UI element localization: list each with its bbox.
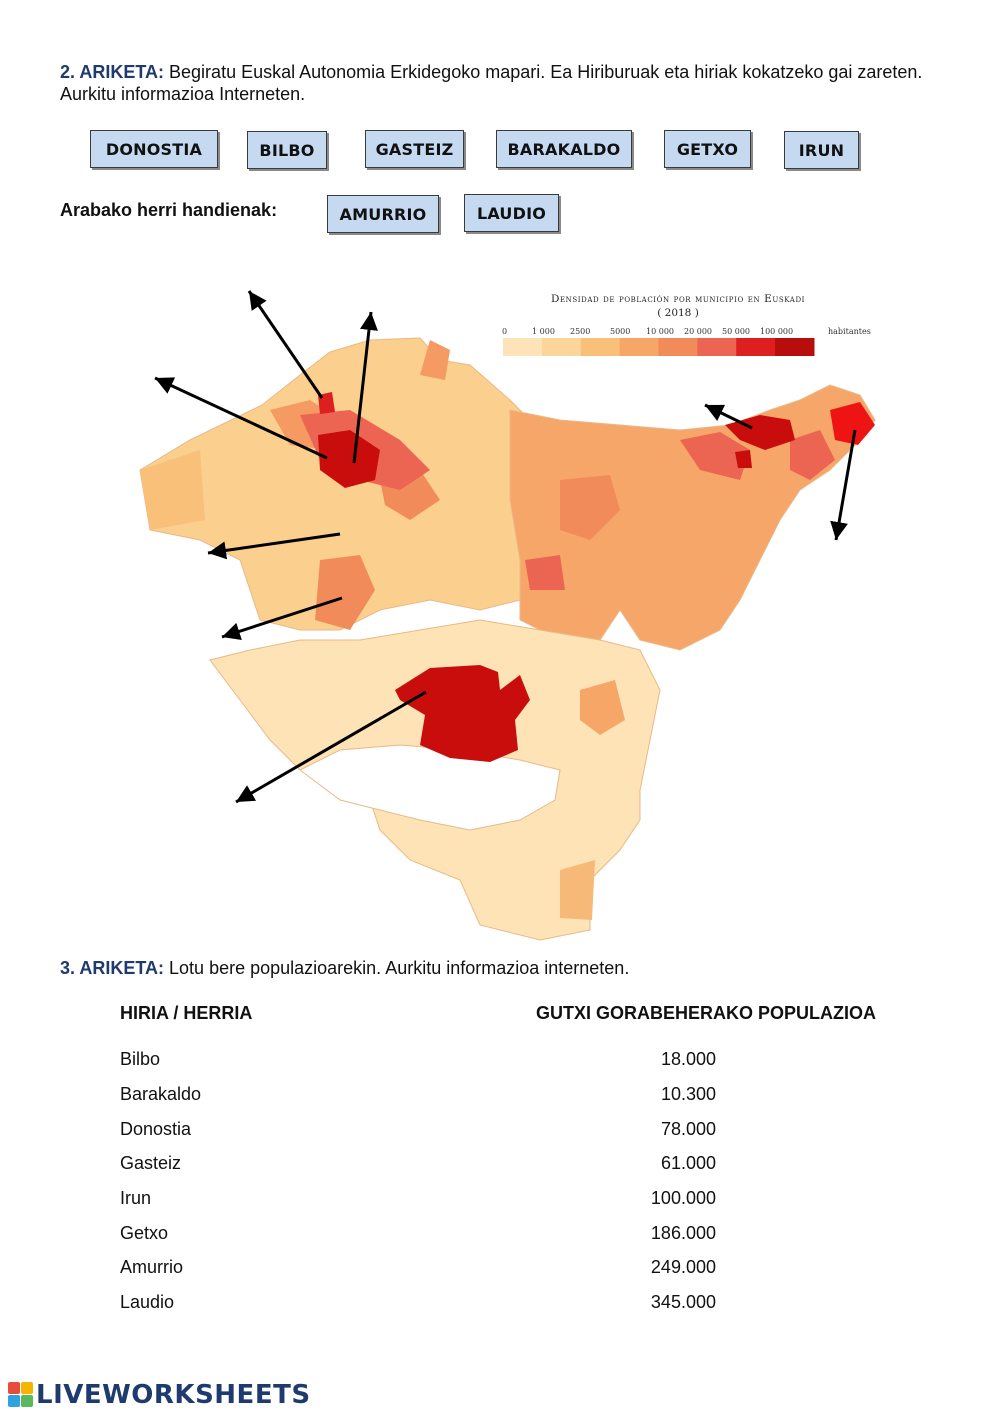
legend-swatch bbox=[697, 338, 736, 356]
chip-barakaldo[interactable]: BARAKALDO bbox=[496, 130, 632, 168]
legend-swatch bbox=[775, 338, 814, 356]
legend-tick: 2500 bbox=[570, 327, 591, 336]
chip-getxo[interactable]: GETXO bbox=[664, 130, 751, 168]
population-value[interactable]: 78.000 bbox=[660, 1119, 716, 1139]
legend-year: ( 2018 ) bbox=[657, 307, 699, 319]
rentería-high-density bbox=[735, 450, 752, 468]
basque-population-map bbox=[0, 270, 1000, 950]
low-density-area bbox=[560, 860, 595, 920]
liveworksheets-logo-icon bbox=[8, 1382, 34, 1408]
liveworksheets-logo-text: LIVEWORKSHEETS bbox=[36, 1380, 311, 1410]
population-value[interactable]: 249.000 bbox=[650, 1257, 716, 1277]
chip-bilbo[interactable]: BILBO bbox=[247, 131, 327, 169]
exercise-2-number: 2. ARIKETA: bbox=[60, 62, 165, 82]
exercise-3-number: 3. ARIKETA: bbox=[60, 958, 165, 978]
population-value[interactable]: 61.000 bbox=[660, 1153, 716, 1173]
chip-donostia[interactable]: DONOSTIA bbox=[90, 130, 218, 168]
alava-towns-label: Arabako herri handienak: bbox=[60, 200, 278, 220]
city-name: Laudio bbox=[120, 1292, 175, 1312]
city-name: Getxo bbox=[120, 1223, 169, 1243]
city-name: Bilbo bbox=[120, 1049, 161, 1069]
legend-swatch bbox=[503, 338, 542, 356]
exercise-3-text: Lotu bere populazioarekin. Aurkitu informazioa interneten. bbox=[169, 958, 630, 978]
legend-tick: 20 000 bbox=[684, 327, 712, 336]
city-name: Irun bbox=[120, 1188, 152, 1208]
population-value[interactable]: 345.000 bbox=[650, 1292, 716, 1312]
population-value[interactable]: 10.300 bbox=[660, 1084, 716, 1104]
legend-swatch bbox=[659, 338, 698, 356]
city-name: Amurrio bbox=[120, 1257, 184, 1277]
exercise-2-text: Begiratu Euskal Autonomia Erkidegoko mapari. Ea Hiriburuak eta hiriak kokatzeko gai zareten. Aurkitu informazioa Interneten. bbox=[60, 62, 923, 104]
exercise-3-instructions bbox=[60, 957, 940, 979]
legend-tick: 100 000 bbox=[760, 327, 794, 336]
legend-swatch bbox=[620, 338, 659, 356]
legend-ticks bbox=[502, 327, 871, 336]
legend-tick: 0 bbox=[502, 327, 508, 336]
chip-laudio[interactable]: LAUDIO bbox=[464, 194, 559, 232]
legend-title: Densidad de población por municipio en Euskadi bbox=[550, 293, 806, 305]
legend-color-bar bbox=[503, 338, 815, 356]
column-header-city: HIRIA / HERRIA bbox=[120, 1003, 253, 1023]
legend-tick: 1 000 bbox=[532, 327, 555, 336]
legend-tick: 50 000 bbox=[722, 327, 750, 336]
population-value[interactable]: 18.000 bbox=[660, 1049, 716, 1069]
city-name: Barakaldo bbox=[120, 1084, 202, 1104]
exercise-2-instructions bbox=[60, 61, 940, 105]
population-value[interactable]: 186.000 bbox=[650, 1223, 716, 1243]
legend-swatch bbox=[581, 338, 620, 356]
city-name: Donostia bbox=[120, 1119, 192, 1139]
mid-density-area bbox=[525, 555, 565, 590]
chip-irun[interactable]: IRUN bbox=[784, 131, 859, 169]
legend-tick: 5000 bbox=[610, 327, 631, 336]
legend-tick: 10 000 bbox=[646, 327, 674, 336]
city-name: Gasteiz bbox=[120, 1153, 182, 1173]
legend-swatch bbox=[542, 338, 581, 356]
chip-gasteiz[interactable]: GASTEIZ bbox=[365, 130, 464, 168]
legend-unit: habitantes bbox=[828, 327, 871, 336]
population-value[interactable]: 100.000 bbox=[650, 1188, 716, 1208]
legend-swatch bbox=[736, 338, 775, 356]
low-density-area bbox=[140, 450, 205, 530]
arrow-getxo bbox=[249, 291, 322, 398]
chip-amurrio[interactable]: AMURRIO bbox=[327, 195, 439, 233]
column-header-population: GUTXI GORABEHERAKO POPULAZIOA bbox=[536, 1003, 877, 1023]
liveworksheets-logo[interactable] bbox=[8, 1380, 311, 1410]
